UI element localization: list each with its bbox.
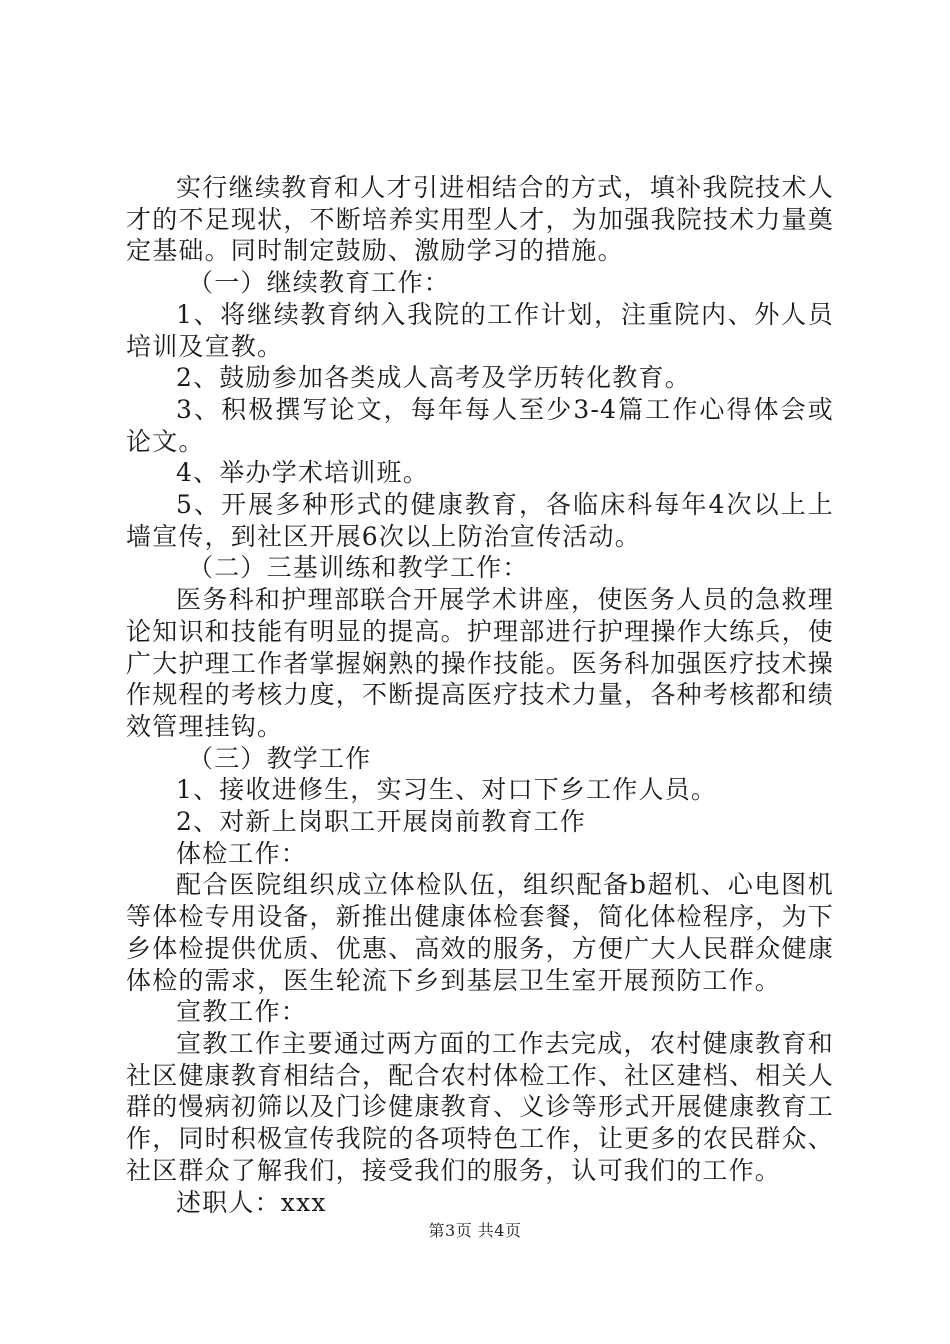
list-item: 3、积极撰写论文，每年每人至少3-4篇工作心得体会或论文。 — [126, 394, 834, 456]
list-item: 5、开展多种形式的健康教育，各临床科每年4次以上上墙宣传，到社区开展6次以上防治宣传活动。 — [126, 490, 834, 551]
section-heading-continuing-education: （一）继续教育工作： — [188, 268, 451, 298]
section-heading-physical-exam: 体检工作： — [176, 838, 308, 868]
list-item: 2、鼓励参加各类成人高考及学历转化教育。 — [176, 363, 691, 393]
section-heading-publicity-education: 宣教工作： — [176, 997, 308, 1027]
section-heading-three-basics-training: （二）三基训练和教学工作： — [188, 553, 529, 583]
document-body — [126, 172, 834, 1218]
paragraph-publicity-education: 宣教工作主要通过两方面的工作去完成，农村健康教育和社区健康教育相结合，配合农村体检工作、社区建档、相关人群的慢病初筛以及门诊健康教育、义诊等形式开展健康教育工作，同时积极宣传我院的各项特色工作，让更多的农民群众、社区群众了解我们，接受我们的服务，认可我们的工作。 — [126, 1028, 834, 1185]
list-item: 2、对新上岗职工开展岗前教育工作 — [176, 807, 587, 837]
list-item: 1、将继续教育纳入我院的工作计划，注重院内、外人员培训及宣教。 — [126, 299, 834, 361]
reporter-signature: 述职人：xxx — [176, 1187, 327, 1217]
paragraph-physical-exam: 配合医院组织成立体检队伍，组织配备b超机、心电图机等体检专用设备，新推出健康体检套餐，简化体检程序，为下乡体检提供优质、优惠、高效的服务，方便广大人民群众健康体检的需求，医生轮流下乡到基层卫生室开展预防工作。 — [126, 870, 834, 995]
paragraph-intro: 实行继续教育和人才引进相结合的方式，填补我院技术人才的不足现状，不断培养实用型人才，为加强我院技术力量奠定基础。同时制定鼓励、激励学习的措施。 — [126, 173, 834, 266]
section-heading-teaching-work: （三）教学工作 — [188, 743, 372, 773]
list-item: 4、举办学术培训班。 — [176, 458, 429, 488]
paragraph-three-basics: 医务科和护理部联合开展学术讲座，使医务人员的急救理论知识和技能有明显的提高。护理部进行护理操作大练兵，使广大护理工作者掌握娴熟的操作技能。医务科加强医疗技术操作规程的考核力度，不断提高医疗技术力量，各种考核都和绩效管理挂钩。 — [126, 585, 834, 741]
list-item: 1、接收进修生，实习生、对口下乡工作人员。 — [176, 775, 718, 805]
page-number-footer: 第3页 共4页 — [428, 1221, 522, 1240]
